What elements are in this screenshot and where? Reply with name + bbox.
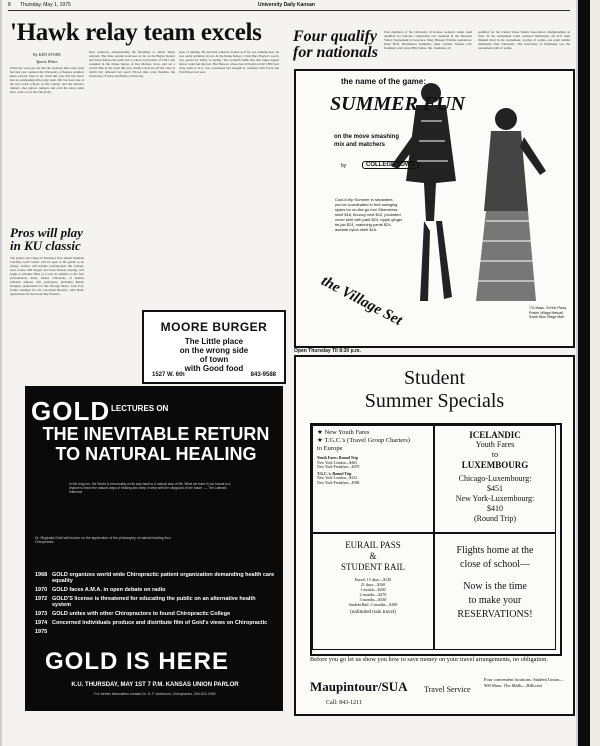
new-youth-fares-label: New Youth Fares — [324, 429, 370, 436]
cell-youth-fares — [312, 425, 434, 533]
timeline-text: GOLD organizes world wide Chiropractic patient organization demanding health care equality — [52, 572, 275, 584]
moore-line-1: The Little place — [184, 337, 244, 346]
specials-grid — [310, 423, 562, 656]
page-number: 8 — [8, 2, 11, 8]
eurail-rate: 1 month—$200 — [360, 587, 386, 592]
moore-title: MOORE BURGER — [160, 320, 268, 334]
maupintour-phone: Call: 843-1211 — [326, 700, 362, 706]
tgc-label: T.G.C.'s (Travel Group Charters) — [324, 437, 411, 444]
timeline-year: 1973 — [35, 611, 48, 617]
folio-line — [8, 2, 570, 10]
eurail-rate: 3 months—$330 — [359, 597, 387, 602]
moore-line-3: of town — [199, 355, 229, 364]
open-thursday-line-1: Open Thursday — [294, 348, 331, 354]
specials-title-2: Summer Specials — [364, 390, 505, 412]
tennis-text-1: Four members of the University of Kansas women's tennis team qualified for national competition last weekend in the Missouri Valley Tournament in Lawrence. Mary Brussel, Wichita sophomore; Ellen Hoff, Hutchinson freshman; Janet Golden, Kansas City freshman; and Lynda Hill, Salina, Mo. freshman, all — [384, 30, 472, 50]
yf-rate: New York-London—$465 — [317, 460, 357, 465]
gold-lecture-ad — [25, 386, 283, 711]
star-icon: ★ — [317, 429, 323, 436]
icelandic-price-2: $410 — [487, 504, 503, 513]
summer-locations: 711 Mass. On the Plaza Prairie Village Metcalf South Blue Ridge Mall — [529, 306, 567, 319]
cell-icelandic — [434, 425, 556, 533]
yf-head: Youth Fares: Round Trip — [317, 456, 358, 460]
icelandic-dest: LUXEMBOURG — [461, 460, 529, 470]
timeline-row — [35, 629, 275, 635]
maupintour-sub: Travel Service — [424, 685, 471, 694]
eurail-unlimited: (unlimited train travel) — [350, 610, 396, 615]
gold-word: GOLD — [31, 396, 111, 426]
timeline-year: 1975 — [35, 629, 48, 635]
gold-timeline — [35, 572, 275, 638]
summer-title: SUMMER FUN — [330, 93, 466, 115]
eurail-label: EURAIL PASS — [345, 540, 401, 550]
before-you-go: Before you go let us show you how to save money on your travel arrangements, no obligation. — [310, 656, 548, 663]
new-youth-fares — [313, 426, 433, 456]
tgc-rate: New York-London—$332 — [317, 476, 357, 481]
cell-eurail — [312, 533, 434, 650]
relay-headline: 'Hawk relay team excels — [10, 19, 262, 46]
open-thursday — [294, 348, 361, 354]
relay-text-1: When the word got out that the Jayhawk mile relay team had last year captured the University of Kansas sprinters knew exactly what to do. Until this year KU has never had an outstanding mile relay team. KU has been one of the best track schools in the country and the distance runners, shot putters, jumpers and even the relay teams have come out of the University. — [10, 66, 84, 94]
icelandic-round-trip: (Round Trip) — [473, 514, 516, 523]
gold-lectures-on: LECTURES ON — [111, 404, 169, 413]
gold-info: For further information contact Dr. G. F. Anderson, Chiropractor, 316-522-1900 — [94, 692, 216, 696]
timeline-year: 1972 — [35, 596, 48, 602]
to-europe-label: to Europe — [317, 445, 343, 452]
college-town-logo: COLLEGE TOWN — [362, 161, 419, 169]
gold-title: THE INEVITABLE RETURN TO NATURAL HEALING — [42, 424, 270, 464]
moore-footer — [152, 372, 276, 378]
maupintour-logo: Maupintour/SUA — [310, 679, 408, 694]
gold-attribution: Dr. Reginald Gold will lecture on the application of the philosophy of natural healing thru Chiropractic. — [35, 536, 171, 544]
student-specials-ad — [294, 355, 575, 716]
timeline-text: GOLD'S license is threatened for educating the public on an alternative health system — [52, 596, 256, 608]
gold-event: K.U. THURSDAY, MAY 1ST 7 P.M. KANSAS UNION PARLOR — [71, 682, 239, 688]
timeline-row — [35, 587, 275, 593]
flights-line-1: Flights home at the — [456, 545, 534, 556]
timeline-year: 1970 — [35, 587, 48, 593]
relay-text-3: style of running. He said that when he looked as if he was running slow, he was really sprinting all out. At the Drake Relays, Clyde Barr, Baylor's coach, was quoted by Talley as saying, 'You wouldn't think that that lanky legged fellow could run that fast.' But Benson, whose best 220 split on KU's 880 yard relay team is 21.0, was considered fast enough by assistant with Track and Field News last year. — [179, 50, 279, 74]
icelandic-label: ICELANDIC — [469, 430, 521, 440]
moore-line-4: with Good food — [184, 364, 244, 373]
eurail-rate: Student Rail: 2 months—$180 — [348, 602, 398, 607]
relay-text-2: have achieved, demonstrating the flexibility to which Talley referred. The three ground staircases as far as the Baylor Relays and Texas Relays the team won a school record time of 3:06.5 last weekend in the Drake Relays at Des Moines, Iowa, and set a record time in the event this year. Eddie Lewis led off the relay in which KU defeated last year's NCAA mile relay finalists, the University of Texas and Baylor University. — [89, 50, 175, 78]
moore-address: 1527 W. 6th — [152, 372, 185, 378]
yf-rate: New York-Frankfurt—$479 — [317, 465, 360, 470]
gold-quote: In the long run, the World is irrevocably on its way back to a natural way of life. What we have in our hands is a chance to learn the natural ways of healing and keep in step with the vanguard of the future. — The Laterals Influence — [69, 482, 231, 494]
timeline-row — [35, 611, 275, 617]
paper-name: University Daily Kansan — [258, 2, 315, 8]
adjacent-page-edge — [590, 0, 600, 746]
maupintour-locations: Four convenient locations: Student Union—900 Mass. The Malls—Hillcrest — [484, 677, 564, 688]
summer-description: Cool-it-trip Summer in separates you've coordinated in free swinging styles for on-the-go fun! Sleeveless shell $16, flouncy vest $10, pocketed cover skirt with pant $24, ripple ginger tie-jac $24, matching pants $24, acetate nylon shell $16. — [335, 197, 403, 232]
open-thursday-line-2: Til 8:30 p.m. — [332, 348, 361, 354]
tgc-head: T.G.C.'s: Round Trip — [317, 471, 352, 476]
eurail-amp: & — [369, 551, 377, 561]
timeline-text: Concerned individuals produce and distribute film of Gold's views on Chiropractic — [52, 620, 268, 626]
cell-flights-home — [434, 533, 556, 650]
icelandic-route-1: Chicago-Luxembourg: — [458, 474, 532, 483]
summer-name-of-game: the name of the game: — [341, 77, 426, 86]
flights-line-3: Now is the time — [463, 581, 527, 592]
flights-line-2: close of school— — [460, 559, 530, 570]
village-set-ad — [294, 69, 575, 348]
eurail-rate: Eurail: 15 days—$130 — [354, 577, 392, 582]
folio-date: Thursday, May 1, 1975 — [20, 2, 71, 8]
moore-phone: 843-9588 — [250, 372, 276, 378]
tennis-text-2: qualified for the United States Tennis Association championships in June. In the tournament totals released Wednesday, the KU team finished third in the tournament, scoring 21 points, one point behind Oklahoma State University. The University of Oklahoma was the tournament with 22 points. — [478, 30, 570, 50]
tgc-rate: New York-Frankfurt—$386 — [317, 480, 360, 485]
summer-by: by — [341, 163, 347, 169]
tennis-headline: Four qualify for nationals — [293, 28, 378, 61]
icelandic-price-1: $451 — [487, 484, 503, 493]
icelandic-route-2: New York-Luxembourg: — [455, 494, 535, 503]
timeline-row — [35, 620, 275, 626]
specials-title-1: Student — [403, 367, 466, 389]
village-set-logo: the Village Set — [318, 273, 405, 329]
moore-line-2: on the wrong side — [179, 346, 249, 355]
timeline-year: 1974 — [35, 620, 48, 626]
star-icon: ★ — [317, 437, 323, 444]
flights-line-5: RESERVATIONS! — [457, 609, 533, 620]
youth-fares-rates — [313, 456, 433, 486]
timeline-year: 1968 — [35, 572, 48, 578]
timeline-text: GOLD faces A.M.A. in open debate on radio — [52, 587, 166, 593]
relay-byline-role: Sports Writer — [36, 59, 58, 64]
summer-on-move: on the move smashing mix and matchers — [334, 134, 400, 148]
eurail-rate: 21 days—$160 — [360, 582, 386, 587]
timeline-row — [35, 596, 275, 608]
timeline-row — [35, 572, 275, 584]
icelandic-youth: Youth Fares — [475, 440, 515, 449]
moore-burger-ad — [142, 310, 286, 384]
flights-line-4: to make your — [468, 595, 522, 606]
specials-title — [296, 367, 573, 413]
pros-text: The gallery and clique in Monday's first annual Jayhawk Celebrity Golf Classic will be open to the public at no charge. Golfers will include professionals Jim Colbert, Grier Jones, Phil Rogers and Tom Watson playing, will begin at Alvamar Hills at 1 p.m. In addition to the four professionals, many former University of Kansas standout athletes will participate, including Bobby Douglas, quarterback for the Chicago Bears; Gale Fox, former lineman for the Cleveland Browns; John Hadl, quarterback for the Green Bay Packers. — [10, 256, 84, 296]
newspaper-page — [2, 0, 576, 746]
gold-is-here: GOLD IS HERE — [45, 648, 230, 675]
student-rail-label: STUDENT RAIL — [340, 562, 406, 572]
eurail-rate: 2 months—$270 — [359, 592, 387, 597]
icelandic-to: to — [491, 450, 499, 459]
relay-byline: By KEN STONE — [33, 52, 61, 57]
folio-rule — [8, 10, 570, 11]
pros-headline: Pros will play in KU classic — [10, 225, 83, 253]
relay-column-1 — [10, 50, 84, 226]
timeline-text: GOLD unites with other Chiropractors to found Chiropractic College — [52, 611, 231, 617]
